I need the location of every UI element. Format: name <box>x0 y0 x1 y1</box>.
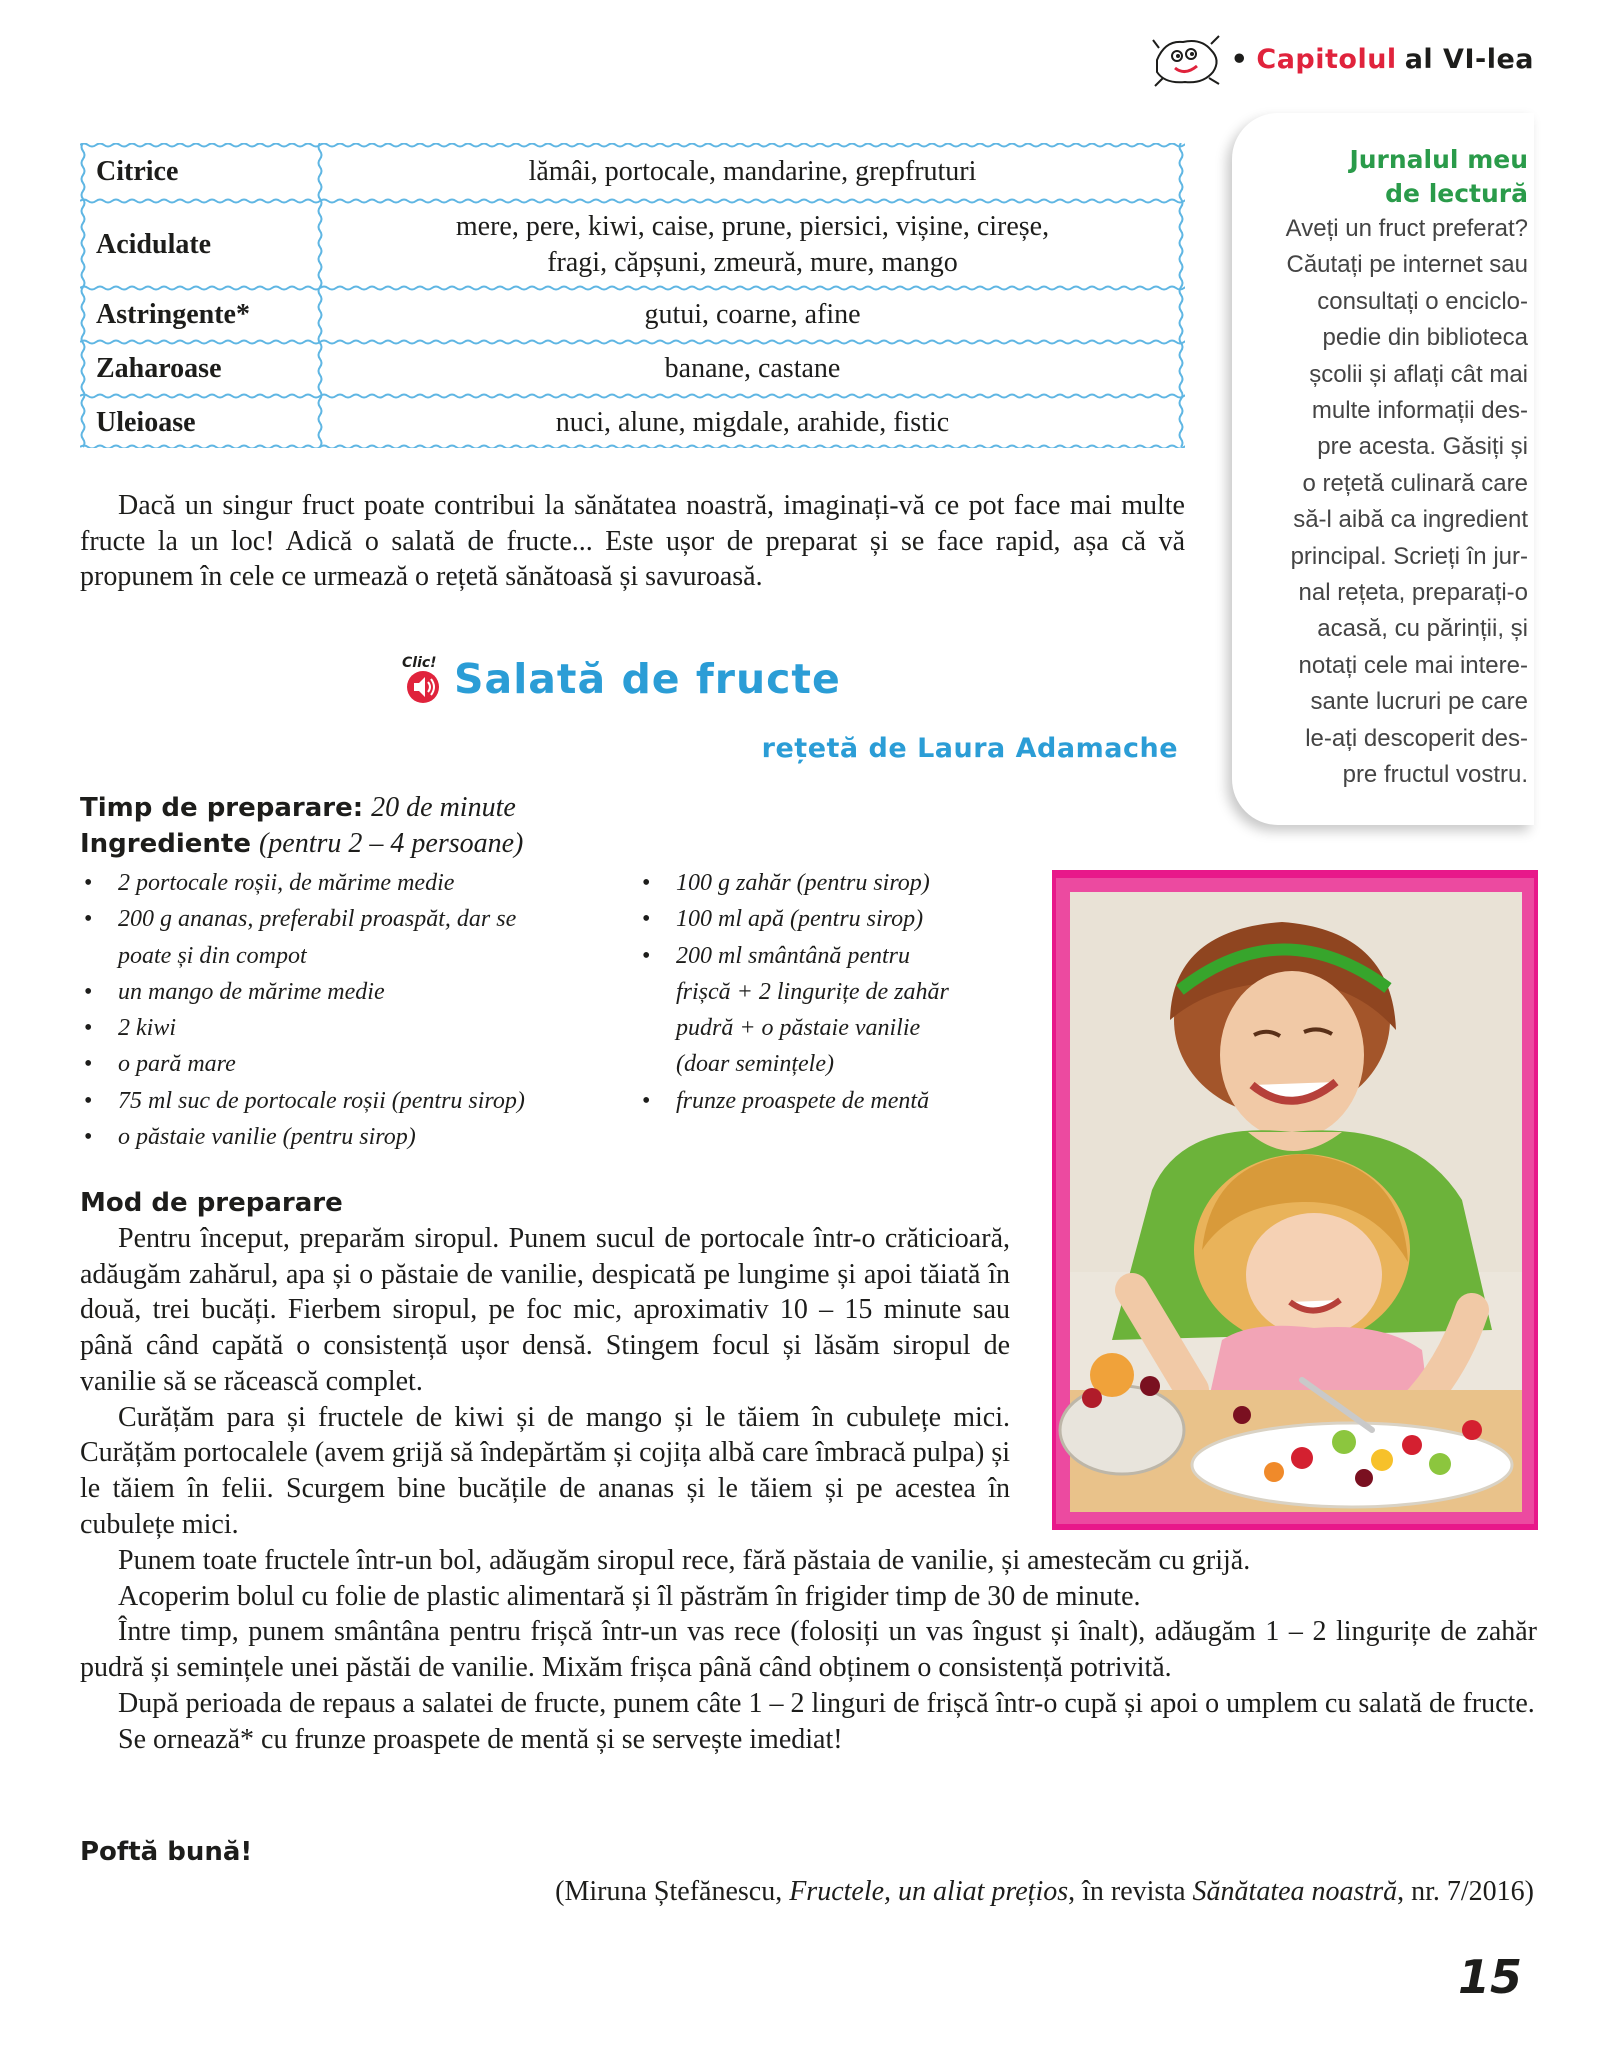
method-steps-wide <box>80 1543 1537 1757</box>
chapter-header <box>1151 30 1534 88</box>
journal-line: consultați o enciclo- <box>1317 287 1528 315</box>
table-category: Uleioase <box>96 407 196 438</box>
source-citation <box>555 1876 1534 1908</box>
method-steps-narrow <box>80 1221 1010 1542</box>
ingredient-item: • o păstaie vanilie (pentru sirop) <box>80 1119 640 1155</box>
ingredients-note: (pentru 2 – 4 persoane) <box>258 828 524 859</box>
ingredients-list-left <box>80 865 640 1155</box>
ingredients-label: Ingrediente <box>80 829 251 859</box>
method-paragraph: Curățăm para și fructele de kiwi și de mango și le tăiem în cubulețe mici. Curățăm portocalele (avem grijă să îndepărtăm și cojița albă care îmbracă pulpa) și le tăiem în felii. Scurgem bine bucățile de ananas și le tăiem și pe acestea în cubulețe mici. <box>80 1401 1010 1540</box>
ingredients-list-right <box>638 865 1038 1119</box>
prep-time-label: Timp de preparare: <box>80 793 364 823</box>
journal-line: acasă, cu părinții, și <box>1317 615 1528 643</box>
ingredient-item: • o pară mare <box>80 1046 640 1082</box>
journal-line: pedie din biblioteca <box>1322 324 1528 352</box>
journal-line: Căutați pe internet sau <box>1286 251 1528 279</box>
ingredient-item: • frunze proaspete de mentă <box>638 1083 1038 1119</box>
ingredient-line: poate și din compot <box>118 942 307 969</box>
journal-line: nal rețeta, preparați-o <box>1298 579 1528 607</box>
journal-line: pre acesta. Găsiți și <box>1317 433 1528 461</box>
table-examples-line: mere, pere, kiwi, caise, prune, piersici, vișine, cireșe, <box>455 211 1050 242</box>
fruit-table <box>80 143 1185 448</box>
journal-line: pre fructul vostru. <box>1342 761 1528 789</box>
table-examples: nuci, alune, migdale, arahide, fistic <box>555 407 950 438</box>
enjoy-line: Poftă bună! <box>80 1837 253 1867</box>
chapter-word: Capitolul <box>1256 43 1397 75</box>
method-paragraph: Între timp, punem smântâna pentru frișcă într-un vas rece (folosiți un vas îngust și înalt), adăugăm 1 – 2 lingurițe de zahăr pudră și semințele unei păstăi de vanilie. Mixăm frișca până când obținem o consistență potrivită. <box>80 1616 1537 1684</box>
chapter-dot: • <box>1230 43 1249 75</box>
journal-line: multe informații des- <box>1311 397 1528 425</box>
ingredient-line: frișcă + 2 lingurițe de zahăr <box>676 978 949 1005</box>
table-row <box>80 289 1185 341</box>
table-examples-line: fragi, căpșuni, zmeură, mure, mango <box>547 247 958 278</box>
mascot-icon <box>1151 30 1223 88</box>
recipe-title-row <box>400 653 841 705</box>
table-category: Astringente* <box>96 299 250 330</box>
ingredient-line: pudră + o păstaie vanilie <box>676 1015 921 1042</box>
ingredient-item: • un mango de mărime medie <box>80 974 640 1010</box>
reading-journal-panel <box>1232 113 1534 825</box>
journal-title-line: Jurnalul meu <box>1349 145 1528 174</box>
ingredients-heading <box>80 828 523 860</box>
method-paragraph: Punem toate fructele într-un bol, adăugăm siropul rece, fără păstaia de vanilie, și amestecăm cu grijă. <box>118 1545 1251 1576</box>
recipe-author: rețetă de Laura Adamache <box>761 733 1178 764</box>
table-examples: gutui, coarne, afine <box>644 299 861 330</box>
method-paragraph: După perioada de repaus a salatei de fructe, punem câte 1 – 2 linguri de frișcă într-o cupă și apoi o umplem cu salată de fructe. <box>118 1687 1535 1719</box>
table-category: Acidulate <box>96 229 212 260</box>
source-middle: , în revista <box>1068 1876 1193 1907</box>
audio-clic-icon[interactable] <box>400 653 446 705</box>
ingredient-item: • 75 ml suc de portocale roșii (pentru sirop) <box>80 1083 640 1119</box>
source-prefix: (Miruna Ștefănescu, <box>555 1876 790 1907</box>
method-paragraph: Se ornează* cu frunze proaspete de mentă și se servește imediat! <box>118 1723 843 1755</box>
method-heading: Mod de preparare <box>80 1188 343 1218</box>
recipe-photo <box>1052 870 1538 1530</box>
source-magazine: Sănătatea noastră <box>1192 1876 1398 1907</box>
ingredient-item <box>80 901 640 974</box>
table-row <box>80 343 1185 395</box>
table-examples: banane, castane <box>664 353 841 384</box>
ingredient-line: 200 ml smântână pentru <box>676 942 910 969</box>
ingredient-line: 200 g ananas, preferabil proaspăt, dar se <box>118 906 517 933</box>
ingredient-item: • 100 g zahăr (pentru sirop) <box>638 865 1038 901</box>
table-category: Citrice <box>96 156 179 187</box>
clic-label: Clic! <box>402 655 437 671</box>
ingredient-item: • 2 kiwi <box>80 1010 640 1046</box>
table-examples: lămâi, portocale, mandarine, grepfruturi <box>528 156 977 187</box>
prep-time-row <box>80 792 516 824</box>
journal-line: sante lucruri pe care <box>1310 688 1528 716</box>
table-row <box>80 203 1185 287</box>
ingredient-item: • 2 portocale roșii, de mărime medie <box>80 865 640 901</box>
journal-title <box>1298 143 1528 211</box>
table-row <box>80 397 1185 449</box>
table-examples <box>320 209 1185 281</box>
page-number: 15 <box>1457 1950 1522 2004</box>
recipe-title: Salată de fructe <box>454 655 841 703</box>
source-suffix: , nr. 7/2016) <box>1397 1876 1534 1907</box>
journal-line: o rețetă culinară care <box>1302 469 1528 497</box>
method-paragraph: Pentru început, preparăm siropul. Punem sucul de portocale într-o crăticioară, adăugăm zahărul, apa și o păstaie de vanilie, despicată pe lungime și apoi tăiată în două, trei bucăți. Fierbem siropul, pe foc mic, aproximativ 10 – 15 minute sau până când capătă o consistență ușor densă. Stingem focul și lăsăm siropul de vanilie să se răcească complet. <box>80 1223 1010 1397</box>
journal-title-line: de lectură <box>1385 179 1528 208</box>
ingredient-line: (doar semințele) <box>676 1051 834 1078</box>
journal-line: să-l aibă ca ingredient <box>1293 506 1528 534</box>
table-row <box>80 145 1185 199</box>
chapter-number: al VI-lea <box>1404 43 1534 75</box>
method-paragraph: Acoperim bolul cu folie de plastic alimentară și îl păstrăm în frigider timp de 30 de minute. <box>118 1580 1141 1612</box>
prep-time-value: 20 de minute <box>371 792 516 823</box>
journal-line: le-ați descoperit des- <box>1305 724 1528 752</box>
intro-paragraph: Dacă un singur fruct poate contribui la sănătatea noastră, imaginați-vă ce pot face mai multe fructe la un loc! Adică o salată de fructe... Este ușor de preparat și se face rapid, așa că vă propunem în cele ce urmează o rețetă sănătoasă și savuroasă. <box>80 490 1185 593</box>
source-work: Fructele, un aliat prețios <box>789 1876 1069 1907</box>
journal-text <box>1232 211 1528 794</box>
journal-line: notați cele mai intere- <box>1298 651 1528 679</box>
ingredient-item <box>638 938 1038 1083</box>
journal-line: școlii și aflați cât mai <box>1309 360 1528 388</box>
table-category: Zaharoase <box>96 353 222 384</box>
journal-line: Aveți un fruct preferat? <box>1285 215 1528 242</box>
ingredient-item: • 100 ml apă (pentru sirop) <box>638 901 1038 937</box>
journal-line: principal. Scrieți în jur- <box>1290 542 1528 570</box>
